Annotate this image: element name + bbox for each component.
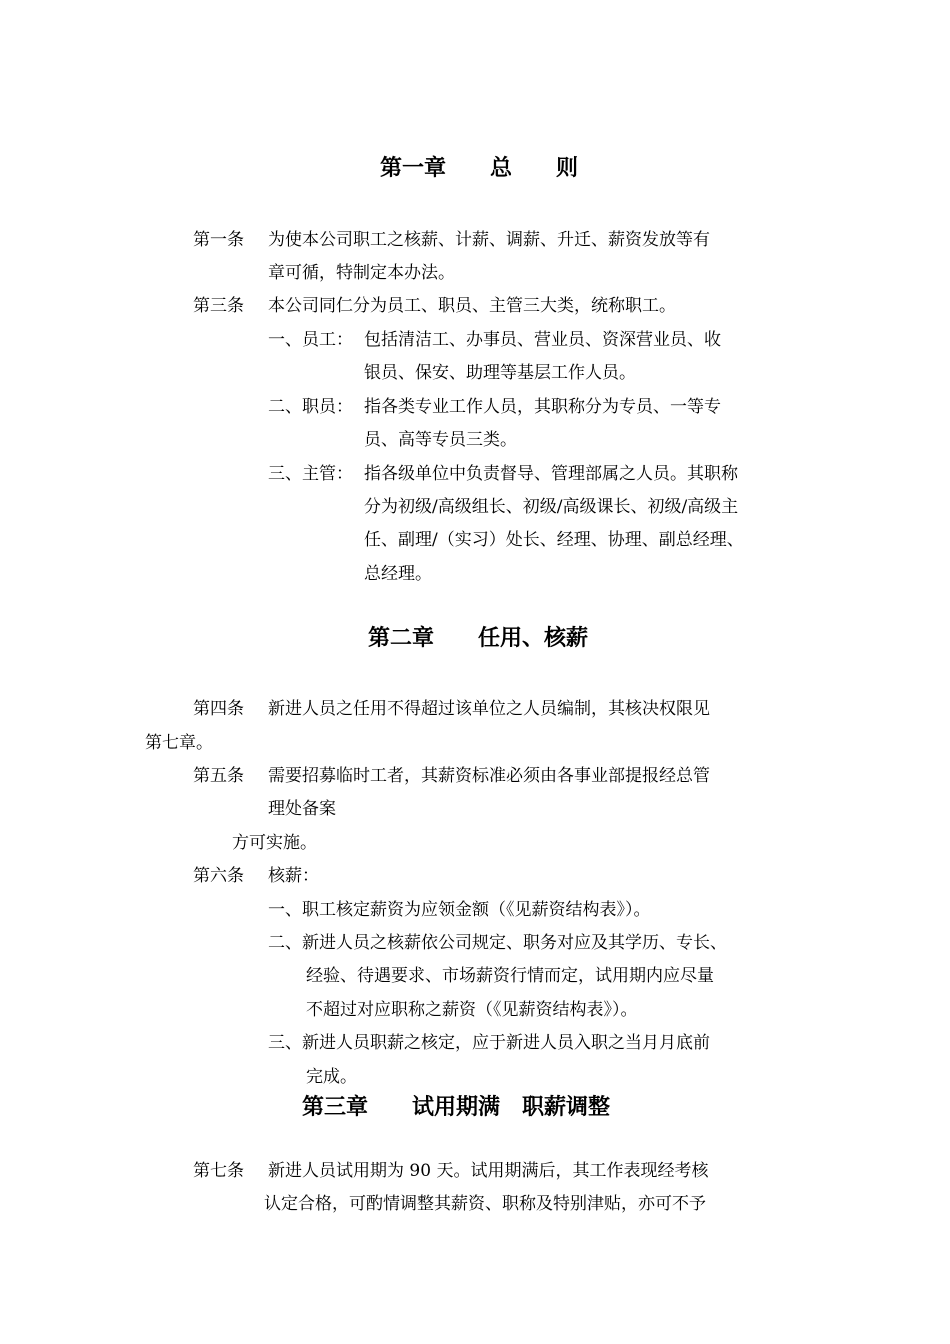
item-3-line2: 分为初级/高级组长、初级/高级课长、初级/高级主 xyxy=(364,497,739,517)
article-4-line1: 新进人员之任用不得超过该单位之人员编制，其核决权限见 xyxy=(268,699,710,719)
article-6-item-1: 一、职工核定薪资为应领金额（《见薪资结构表》）。 xyxy=(268,900,651,920)
chapter-1-title: 第一章 总 则 xyxy=(380,156,579,181)
article-1-text-line1: 为使本公司职工之核薪、计薪、调薪、升迁、薪资发放等有 xyxy=(268,230,710,250)
item-3-line4: 总经理。 xyxy=(364,564,432,584)
article-3-label: 第三条 xyxy=(193,296,244,316)
item-2-line1: 指各类专业工作人员，其职称分为专员、一等专 xyxy=(364,397,721,417)
article-7-line1: 新进人员试用期为 90 天。试用期满后，其工作表现经考核 xyxy=(268,1161,709,1181)
chapter-3-title: 第三章 试用期满 职薪调整 xyxy=(302,1095,611,1120)
article-6-item-2-line3: 不超过对应职称之薪资（《见薪资结构表》）。 xyxy=(306,1000,638,1020)
article-5-line1: 需要招募临时工者，其薪资标准必须由各事业部提报经总管 xyxy=(268,766,710,786)
item-1-label: 一、员工： xyxy=(268,330,353,350)
article-1-text-line2: 章可循，特制定本办法。 xyxy=(268,263,455,283)
article-6-item-3-line2: 完成。 xyxy=(306,1067,357,1087)
chapter-2-title: 第二章 任用、核薪 xyxy=(368,626,589,651)
article-6-item-2-line2: 经验、待遇要求、市场薪资行情而定，试用期内应尽量 xyxy=(306,966,714,986)
article-7-label: 第七条 xyxy=(193,1161,244,1181)
article-5-line3: 方可实施。 xyxy=(232,833,317,853)
article-1-label: 第一条 xyxy=(193,230,244,250)
item-2-label: 二、职员： xyxy=(268,397,353,417)
article-6-text: 核薪： xyxy=(268,866,319,886)
article-5-label: 第五条 xyxy=(193,766,244,786)
item-1-line1: 包括清洁工、办事员、营业员、资深营业员、收 xyxy=(364,330,721,350)
item-3-line3: 任、副理/（实习）处长、经理、协理、副总经理、 xyxy=(364,530,744,550)
article-6-item-3-line1: 三、新进人员职薪之核定，应于新进人员入职之当月月底前 xyxy=(268,1033,710,1053)
item-2-line2: 员、高等专员三类。 xyxy=(364,430,517,450)
item-3-label: 三、主管： xyxy=(268,464,353,484)
article-6-label: 第六条 xyxy=(193,866,244,886)
item-3-line1: 指各级单位中负责督导、管理部属之人员。其职称 xyxy=(364,464,738,484)
article-4-label: 第四条 xyxy=(193,699,244,719)
article-7-line2: 认定合格，可酌情调整其薪资、职称及特别津贴，亦可不予 xyxy=(264,1194,706,1214)
item-1-line2: 银员、保安、助理等基层工作人员。 xyxy=(364,363,636,383)
article-6-item-2-line1: 二、新进人员之核薪依公司规定、职务对应及其学历、专长、 xyxy=(268,933,727,953)
article-4-line2: 第七章。 xyxy=(145,733,213,753)
article-3-text: 本公司同仁分为员工、职员、主管三大类，统称职工。 xyxy=(268,296,676,316)
article-5-line2: 理处备案 xyxy=(268,799,336,819)
